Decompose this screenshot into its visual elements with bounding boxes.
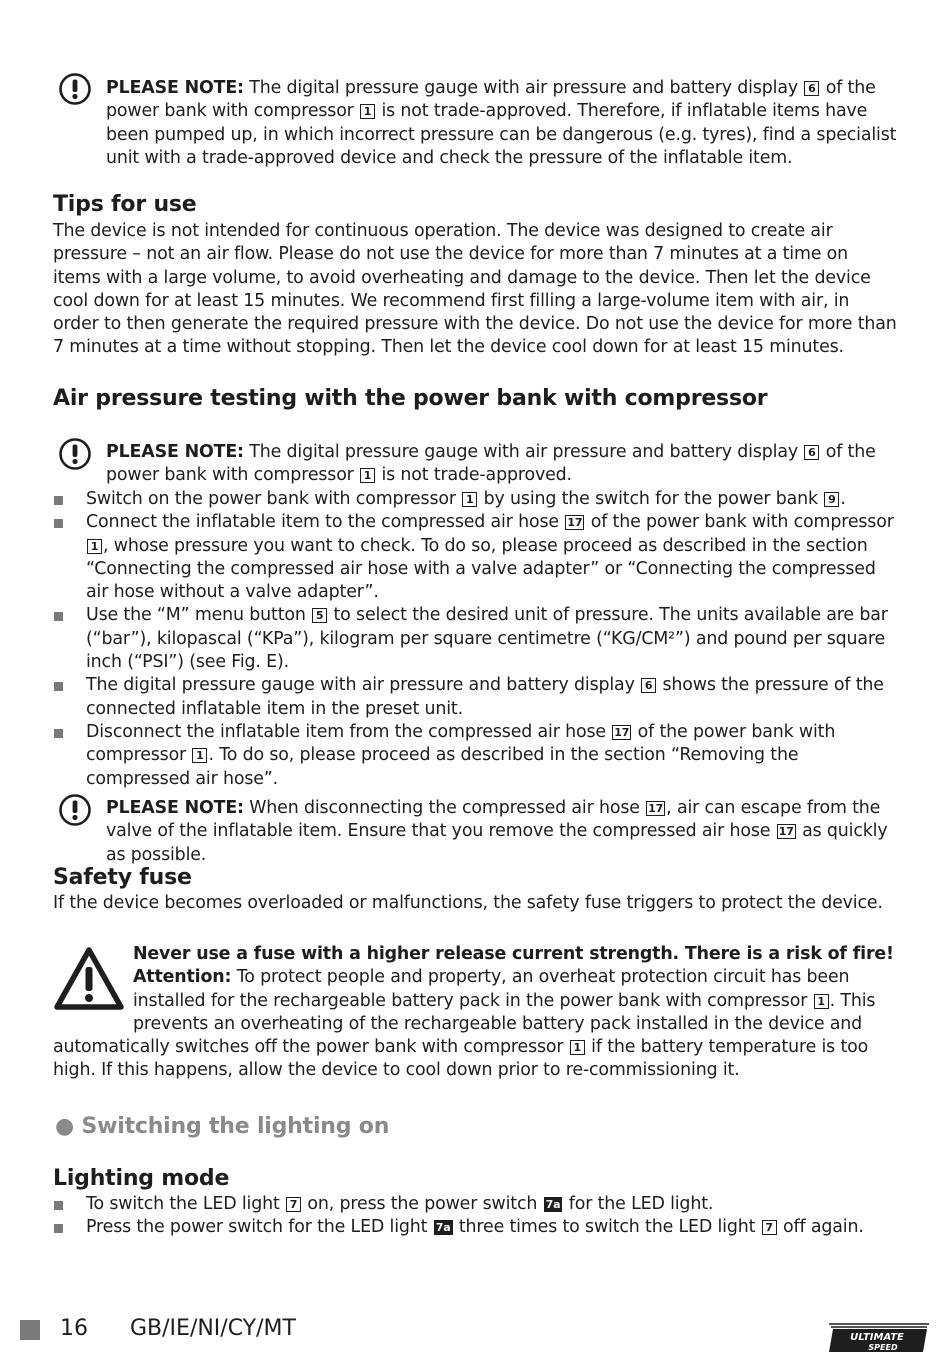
heading-lighting-mode: Lighting mode	[53, 1166, 230, 1191]
bullet-square-icon	[54, 729, 63, 738]
part-ref: 17	[778, 825, 794, 839]
note-disconnecting-hose	[106, 797, 898, 867]
logo-line2: SPEED	[868, 1343, 898, 1352]
list-text: . To do so, please proceed as described in the section “Removing the compressed air hose”.	[86, 745, 799, 789]
part-ref: 5	[312, 608, 327, 623]
part-ref: 7	[286, 1197, 301, 1212]
logo-line1: ULTIMATE	[850, 1332, 904, 1343]
part-ref: 17	[614, 725, 630, 739]
part-ref: 6	[641, 678, 656, 693]
fuse-paragraph: If the device becomes overloaded or malfunctions, the safety fuse triggers to protect the device.	[53, 893, 883, 913]
list-item	[53, 488, 898, 511]
list-text: Use the “M” menu button	[86, 605, 312, 626]
heading-tips-for-use: Tips for use	[53, 192, 197, 217]
note-text: of the power bank with compressor	[106, 442, 876, 486]
part-ref: 6	[804, 445, 819, 460]
list-text: Press the power switch for the LED light	[86, 1217, 433, 1238]
list-text: on, press the power switch	[302, 1194, 543, 1214]
warning-triangle-icon	[53, 945, 125, 1017]
list-text: shows the pressure of the connected inflatable item in the preset unit.	[86, 675, 884, 719]
part-ref: 1	[360, 104, 375, 119]
page-number: 16	[60, 1316, 88, 1341]
bullet-square-icon	[54, 1224, 63, 1233]
air-pressure-steps-list	[53, 488, 898, 791]
note-label: PLEASE NOTE:	[106, 798, 244, 818]
tips-paragraph: The device is not intended for continuous operation. The device was designed to create air pressure – not an air flow. Please do not use the device for more than 7 minutes at a time on items with a large volume, to avoid overheating and damage to the device. Then let the device cool down for at least 15 minutes. We recommend first filling a large-volume item with air, in order to then generate the required pressure with the device. Do not use the device for more than 7 minutes at a time without stopping. Then let the device cool down for at least 15 minutes.	[53, 221, 897, 358]
list-text: for the LED light.	[563, 1194, 714, 1214]
part-ref: 1	[87, 539, 102, 554]
section-switching-lighting-on: ● Switching the lighting on	[55, 1114, 390, 1139]
note-text: is not trade-approved. Therefore, if inflatable items have been pumped up, in which incorrect pressure can be dangerous (e.g. tyres), find a specialist unit with a trade-approved device and check the pressure of the inflatable item.	[106, 101, 897, 168]
heading-safety-fuse: Safety fuse	[53, 865, 192, 890]
attention-text: . This prevents an overheating of the rechargeable battery pack installed in the device and automatically switches off the power bank with compressor	[53, 990, 876, 1058]
part-ref: 1	[192, 748, 207, 763]
list-item	[53, 511, 898, 604]
bullet-square-icon	[54, 1201, 63, 1210]
part-ref: 17	[648, 802, 664, 815]
list-item	[53, 1193, 898, 1216]
note-not-trade-approved	[106, 441, 898, 488]
list-item	[53, 721, 898, 791]
exclamation-circle-icon	[58, 72, 92, 106]
list-text: of the power bank with compressor	[585, 512, 894, 533]
list-text: off again.	[777, 1217, 864, 1238]
note-label: PLEASE NOTE:	[106, 442, 244, 462]
part-ref: 7a	[545, 1198, 561, 1211]
exclamation-circle-icon	[58, 437, 92, 471]
part-ref: 17	[567, 516, 583, 530]
list-text: three times to switch the LED light	[453, 1217, 761, 1238]
list-item	[53, 604, 898, 674]
list-text: .	[840, 489, 846, 509]
part-ref: 1	[814, 994, 829, 1009]
note-text: The digital pressure gauge with air pressure and battery display	[243, 78, 804, 98]
ultimate-speed-logo	[827, 1321, 931, 1355]
part-ref: 9	[824, 492, 839, 507]
note-label: PLEASE NOTE:	[106, 78, 244, 98]
lighting-steps-list	[53, 1193, 898, 1240]
bullet-square-icon	[54, 496, 63, 505]
part-ref: 7	[762, 1220, 777, 1235]
note-text: , air can escape from the valve of the inflatable item. Ensure that you remove the compressed air hose	[106, 798, 881, 842]
list-item	[53, 1216, 898, 1239]
note-pressure-gauge	[106, 77, 898, 170]
attention-text: To protect people and property, an overheat protection circuit has been installed for the rechargeable battery pack in the power bank with compressor	[133, 967, 850, 1011]
part-ref: 1	[462, 492, 477, 507]
part-ref: 7a	[435, 1221, 451, 1235]
part-ref: 1	[570, 1040, 585, 1055]
bullet-square-icon	[54, 682, 63, 691]
note-text: as quickly as possible.	[106, 821, 888, 865]
list-text: by using the switch for the power bank	[478, 489, 824, 509]
heading-air-pressure-testing: Air pressure testing with the power bank with compressor	[53, 386, 768, 411]
list-text: , whose pressure you want to check. To do so, please proceed as described in the section “Connecting the compressed air hose with a valve adapter” or “Connecting the compressed air hose without a valve adapter”.	[86, 535, 876, 603]
fire-warning-text: Never use a fuse with a higher release current strength. There is a risk of fire!	[133, 944, 894, 964]
part-ref: 6	[804, 81, 819, 96]
country-codes: GB/IE/NI/CY/MT	[130, 1316, 296, 1341]
note-text: The digital pressure gauge with air pressure and battery display	[243, 442, 804, 462]
list-text: Connect the inflatable item to the compressed air hose	[86, 512, 565, 533]
list-text: To switch the LED light	[86, 1194, 286, 1214]
attention-text: if the battery temperature is too high. If this happens, allow the device to cool down prior to re-commissioning it.	[53, 1037, 869, 1081]
list-text: The digital pressure gauge with air pressure and battery display	[86, 675, 641, 696]
fire-warning-block	[53, 943, 898, 1083]
note-text: of the power bank with compressor	[106, 78, 876, 122]
list-text: to select the desired unit of pressure. The units available are bar (“bar”), kilopascal (“KPa”), kilogram per square centimetre (“KG/CM²”) and pound per square inch (“PSI”) (see Fig. E).	[86, 605, 888, 673]
attention-label: Attention:	[133, 967, 232, 988]
exclamation-circle-icon	[58, 793, 92, 827]
list-text: of the power bank with compressor	[86, 721, 836, 766]
list-item	[53, 674, 898, 721]
list-text: Disconnect the inflatable item from the compressed air hose	[86, 721, 612, 742]
list-text: Switch on the power bank with compressor	[86, 489, 462, 509]
note-text: is not trade-approved.	[376, 465, 572, 486]
footer-marker	[20, 1320, 40, 1340]
note-text: When disconnecting the compressed air hose	[243, 798, 646, 818]
bullet-square-icon	[54, 519, 63, 528]
bullet-square-icon	[54, 612, 63, 621]
part-ref: 1	[360, 468, 375, 483]
